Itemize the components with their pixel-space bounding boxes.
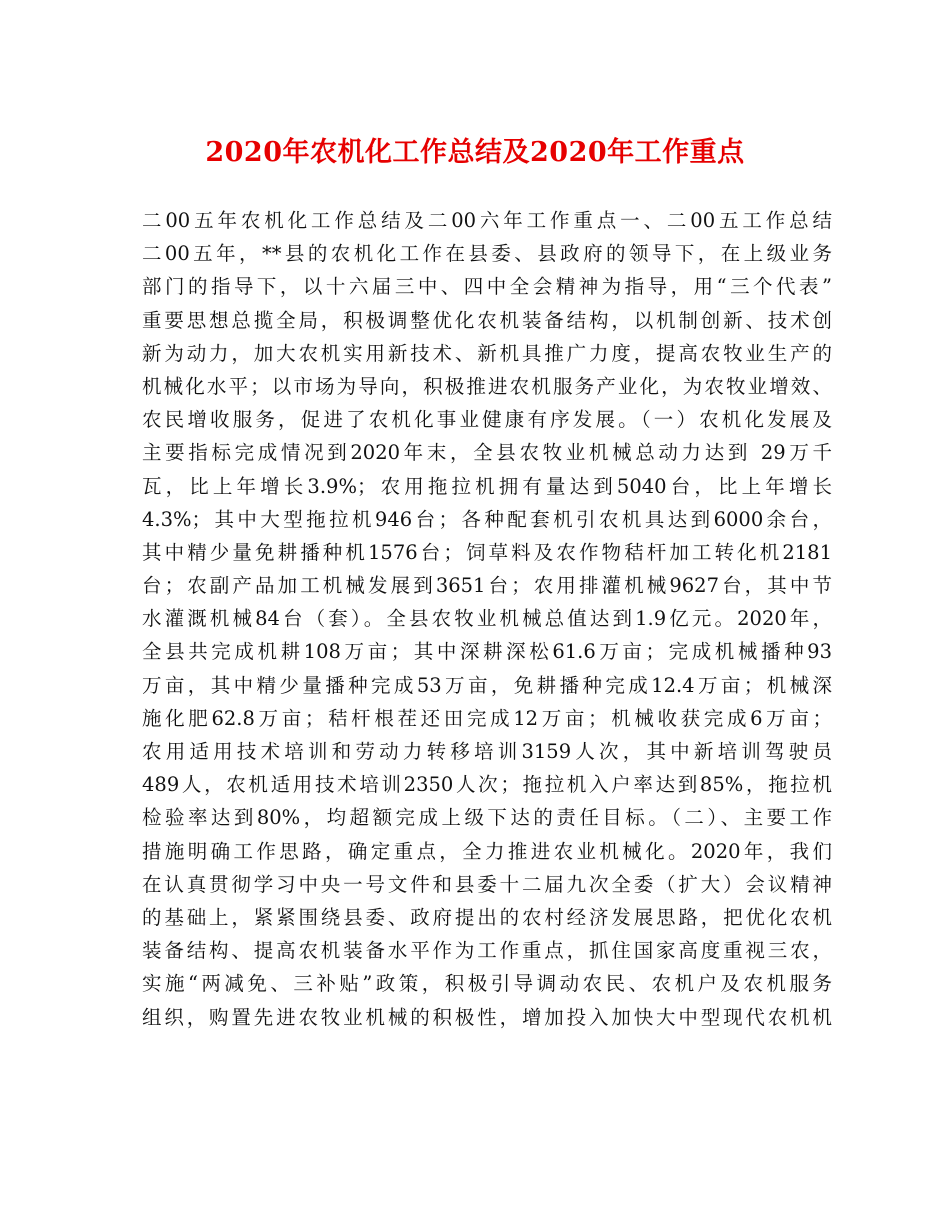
document-title: 2020年农机化工作总结及2020年工作重点 (205, 137, 745, 168)
body-line: 新为动力，加大农机实用新技术、新机具推广力度，提高农牧业生产的 (142, 341, 832, 365)
body-line: 装备结构、提高农机装备水平作为工作重点，抓住国家高度重视三农， (142, 939, 832, 963)
body-line: 万亩，其中精少量播种完成53万亩，免耕播种完成12.4万亩；机械深 (142, 673, 832, 697)
body-line: 在认真贯彻学习中央一号文件和县委十二届九次全委（扩大）会议精神 (142, 872, 832, 896)
body-line: 主要指标完成情况到2020年末，全县农牧业机械总动力达到 29万千 (142, 441, 832, 465)
body-line: 瓦，比上年增长3.9%；农用拖拉机拥有量达到5040台，比上年增长 (142, 474, 832, 498)
body-line: 二00五年，**县的农机化工作在县委、县政府的领导下，在上级业务 (142, 242, 832, 266)
body-line: 的基础上，紧紧围绕县委、政府提出的农村经济发展思路，把优化农机 (142, 905, 832, 929)
body-line: 重要思想总揽全局，积极调整优化农机装备结构，以机制创新、技术创 (142, 308, 832, 332)
body-line: 实施“两减免、三补贴”政策，积极引导调动农民、农机户及农机服务 (142, 972, 832, 996)
body-line: 组织，购置先进农牧业机械的积极性，增加投入加快大中型现代农机机 (142, 1005, 832, 1029)
body-line: 机械化水平；以市场为导向，积极推进农机服务产业化，为农牧业增效、 (142, 374, 832, 398)
body-line: 农用适用技术培训和劳动力转移培训3159人次，其中新培训驾驶员 (142, 740, 832, 763)
body-line: 其中精少量免耕播种机1576台；饲草料及农作物秸杆加工转化机2181 (142, 540, 832, 564)
body-line: 农民增收服务，促进了农机化事业健康有序发展。（一）农机化发展及 (142, 408, 832, 432)
body-line: 检验率达到80%，均超额完成上级下达的责任目标。（二）、主要工作 (142, 806, 832, 830)
body-line: 水灌溉机械84台（套）。全县农牧业机械总值达到1.9亿元。2020年， (142, 607, 832, 631)
body-line: 台；农副产品加工机械发展到3651台；农用排灌机械9627台，其中节 (142, 574, 832, 598)
body-line: 部门的指导下，以十六届三中、四中全会精神为指导，用“三个代表” (142, 275, 832, 299)
body-line: 全县共完成机耕108万亩；其中深耕深松61.6万亩；完成机械播种93 (142, 640, 832, 664)
body-line: 二00五年农机化工作总结及二00六年工作重点一、二00五工作总结 (142, 209, 832, 232)
body-line: 489人，农机适用技术培训2350人次；拖拉机入户率达到85%，拖拉机 (142, 773, 832, 797)
body-line: 4.3%；其中大型拖拉机946台；各种配套机引农机具达到6000余台， (142, 507, 832, 531)
body-line: 措施明确工作思路，确定重点，全力推进农业机械化。2020年，我们 (142, 839, 832, 863)
body-line: 施化肥62.8万亩；秸杆根茬还田完成12万亩；机械收获完成6万亩； (142, 706, 832, 730)
document-body (142, 204, 832, 1034)
